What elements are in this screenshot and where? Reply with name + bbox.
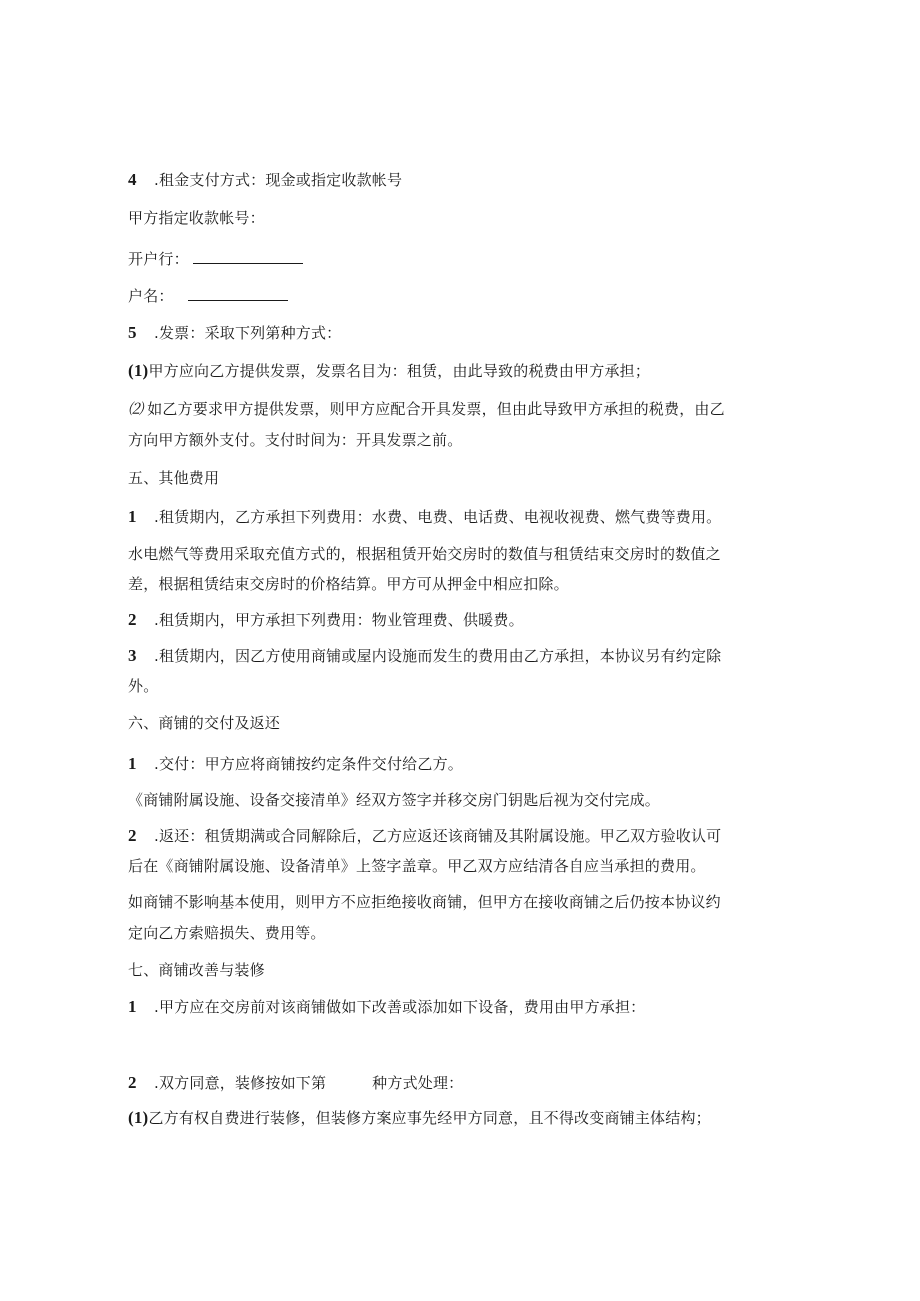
field-label: 开户行： <box>128 250 189 268</box>
renovation-item-2 <box>128 1073 463 1093</box>
clause-text: 如乙方要求甲方提供发票，则甲方应配合开具发票，但由此导致甲方承担的税费，由乙 <box>147 400 725 418</box>
invoice-option-2 <box>128 399 725 419</box>
clause-text: 水电燃气等费用采取充值方式的，根据租赁开始交房时的数值与租赁结束交房时的数值之 <box>128 545 721 563</box>
clause-text: .租赁期内，因乙方使用商铺或屋内设施而发生的费用由乙方承担，本协议另有约定除 <box>154 647 722 665</box>
clause-text: .甲方应在交房前对该商铺做如下改善或添加如下设备，费用由甲方承担： <box>154 998 646 1016</box>
list-number: ⑵ <box>128 400 144 418</box>
list-number: 1 <box>128 997 137 1016</box>
list-number: 1 <box>128 507 137 526</box>
account-name-blank <box>188 286 288 301</box>
clause-text: .返还：租赁期满或合同解除后，乙方应返还该商铺及其附属设施。甲乙双方验收认可 <box>154 827 722 845</box>
list-number: (1) <box>128 1108 149 1127</box>
clause-text: 后在《商铺附属设施、设备清单》上签字盖章。甲乙双方应结清各自应当承担的费用。 <box>128 857 706 875</box>
utility-recharge-para-cont <box>128 574 569 594</box>
section-7-heading <box>128 960 265 980</box>
clause-text: 定向乙方索赔损失、费用等。 <box>128 924 326 942</box>
designated-account-label <box>128 208 265 228</box>
section-heading: 六、商铺的交付及返还 <box>128 714 281 732</box>
other-fees-item-2 <box>128 610 524 630</box>
clause-text: 《商铺附属设施、设备交接清单》经双方签字并移交房门钥匙后视为交付完成。 <box>128 791 661 809</box>
clause-text: 外。 <box>128 677 159 695</box>
clause-text: .发票：采取下列第种方式： <box>154 324 342 342</box>
section-5-heading <box>128 468 219 488</box>
list-number: 1 <box>128 754 137 773</box>
bank-field <box>128 249 303 269</box>
other-fees-item-3 <box>128 646 721 666</box>
list-number: 5 <box>128 323 137 342</box>
bank-blank <box>193 249 303 264</box>
delivery-item-1 <box>128 754 463 774</box>
invoice-option-1 <box>128 361 650 381</box>
clause-text: 方向甲方额外支付。支付时间为：开具发票之前。 <box>128 431 463 449</box>
other-fees-item-1 <box>128 507 721 527</box>
clause-text: .交付：甲方应将商铺按约定条件交付给乙方。 <box>154 755 463 773</box>
clause-text: 甲方指定收款帐号： <box>128 209 265 227</box>
renovation-option-1 <box>128 1108 711 1128</box>
clause-4-payment-method <box>128 170 402 190</box>
account-name-field <box>128 286 288 306</box>
section-6-heading <box>128 713 280 733</box>
list-number: 3 <box>128 646 137 665</box>
clause-text: 乙方有权自费进行装修，但装修方案应事先经甲方同意，且不得改变商铺主体结构； <box>148 1109 711 1127</box>
improvement-item-1 <box>128 997 645 1017</box>
section-heading: 七、商铺改善与装修 <box>128 961 265 979</box>
list-number: 4 <box>128 170 137 189</box>
clause-text: .双方同意，装修按如下第 <box>154 1074 327 1092</box>
invoice-option-2-cont <box>128 430 462 450</box>
other-fees-item-3-cont <box>128 676 158 696</box>
clause-text: 差，根据租赁结束交房时的价格结算。甲方可从押金中相应扣除。 <box>128 575 569 593</box>
clause-text: .租赁期内，乙方承担下列费用：水费、电费、电话费、电视收视费、燃气费等费用。 <box>154 508 722 526</box>
clause-text: 如商铺不影响基本使用，则甲方不应拒绝接收商铺，但甲方在接收商铺之后仍按本协议约 <box>128 893 721 911</box>
acceptance-para-cont <box>128 923 326 943</box>
clause-text-cont: 种方式处理： <box>372 1074 464 1092</box>
section-heading: 五、其他费用 <box>128 469 220 487</box>
delivery-checklist-para <box>128 790 660 810</box>
list-number: 2 <box>128 826 137 845</box>
clause-text: .租金支付方式：现金或指定收款帐号 <box>154 171 403 189</box>
acceptance-para <box>128 892 721 912</box>
clause-text: .租赁期内，甲方承担下列费用：物业管理费、供暖费。 <box>154 611 524 629</box>
list-number: 2 <box>128 1073 137 1092</box>
list-number: (1) <box>128 361 149 380</box>
list-number: 2 <box>128 610 137 629</box>
clause-text: 甲方应向乙方提供发票，发票名目为：租赁，由此导致的税费由甲方承担； <box>148 362 651 380</box>
utility-recharge-para <box>128 544 721 564</box>
return-item-2-cont <box>128 856 706 876</box>
field-label: 户名： <box>128 287 174 305</box>
clause-5-invoice <box>128 323 341 343</box>
return-item-2 <box>128 826 721 846</box>
